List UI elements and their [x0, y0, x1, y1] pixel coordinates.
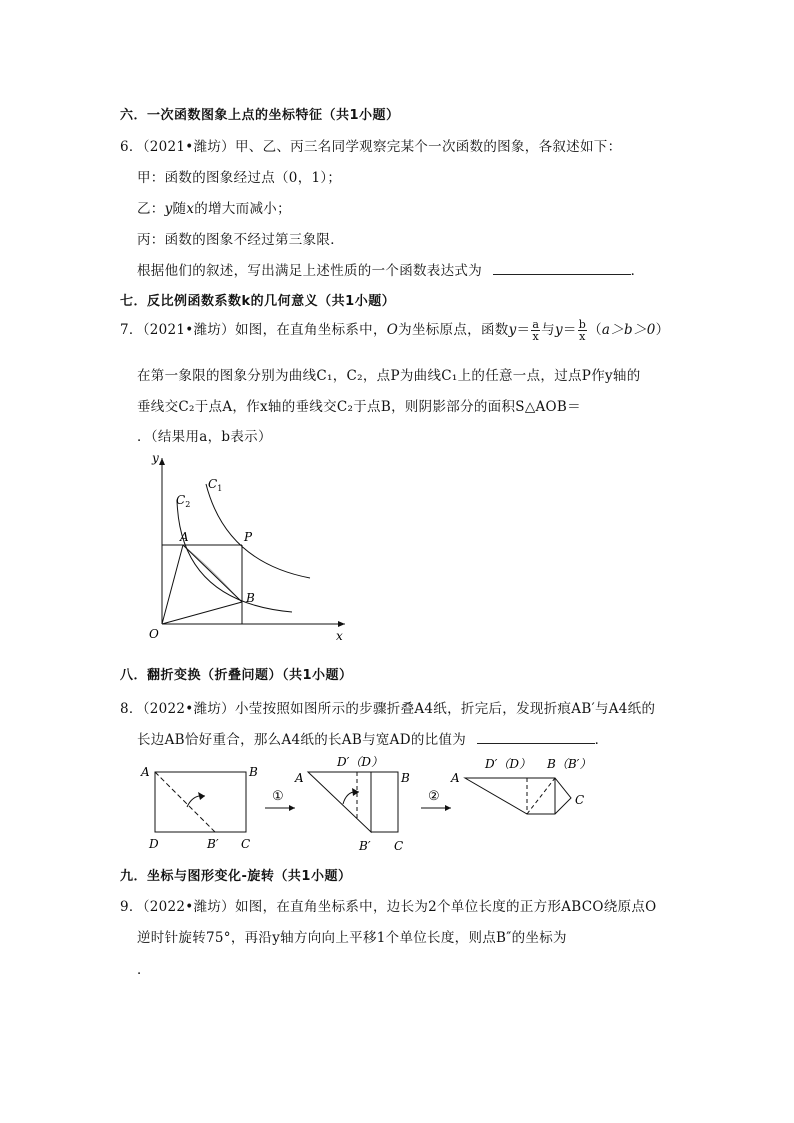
- label-c1-sub: 1: [217, 484, 223, 493]
- label-o: O: [149, 627, 159, 641]
- section-8-title: 八．翻折变换（折叠问题）（共1小题）: [120, 668, 353, 683]
- q7-number: 7．: [120, 322, 143, 338]
- fig1-arrow-head-icon: [198, 792, 205, 800]
- section-9-title: 九．坐标与图形变化-旋转（共1小题）: [120, 869, 352, 884]
- q7-var-y2: y: [554, 322, 563, 338]
- fig1-fold-line: [155, 772, 215, 832]
- label-c1: [208, 477, 222, 493]
- q7-text-b: 为坐标原点，函数: [398, 322, 509, 338]
- q7-condition: a＞b＞0: [601, 322, 656, 338]
- q7-figure: [140, 452, 360, 652]
- fig3-dashed-diagonal: [527, 778, 555, 814]
- q7-line-3: 垂线交C₂于点A，作x轴的垂线交C₂于点B，则阴影部分的面积S△AOB＝: [137, 399, 581, 415]
- q8-number: 8．: [120, 701, 143, 717]
- fig2-label-c: C: [394, 839, 404, 853]
- fig2-arrow-head-icon: [352, 788, 359, 796]
- label-b: B: [246, 591, 255, 605]
- q7-cond-open: （: [588, 322, 602, 338]
- q6-statement-jia: 甲：函数的图象经过点（0，1）；: [137, 170, 342, 186]
- q7-frac1-den: x: [532, 330, 539, 343]
- fig3-label-c: C: [575, 793, 585, 807]
- q8-answer-blank[interactable]: [477, 731, 595, 744]
- q9-line-2: 逆时针旋转75°，再沿y轴方向向上平移1个单位长度，则点B″的坐标为: [137, 930, 567, 946]
- q7-line-2: 在第一象限的图象分别为曲线C₁，C₂，点P为曲线C₁上的任意一点，过点P作y轴的: [137, 368, 641, 384]
- segment-oa: [162, 545, 183, 624]
- section-6-title: 六．一次函数图象上点的坐标特征（共1小题）: [120, 108, 400, 123]
- q7-fraction-b-over-x: [578, 319, 587, 342]
- q7-cond-close: ）: [655, 322, 670, 338]
- q9-line-3: ．: [137, 962, 151, 978]
- fig3-label-b-bprime: B（B′）: [547, 757, 592, 771]
- fig2-label-b: B: [401, 771, 410, 785]
- fig1-label-a: A: [141, 765, 150, 779]
- q7-var-y1: y: [508, 322, 517, 338]
- y-axis-arrow-icon: [159, 458, 165, 465]
- label-c2-main: C: [176, 493, 186, 507]
- q6-end: ．: [630, 263, 645, 279]
- fig1-label-b: B: [249, 765, 258, 779]
- fig2-label-bprime: B′: [359, 839, 371, 853]
- fig2-label-dprime-d: D′（D）: [337, 755, 383, 769]
- q7-eq-2: ＝: [562, 322, 577, 338]
- q8-text-1: （2022•潍坊）小莹按照如图所示的步骤折叠A4纸，折完后，发现折痕AB′与A4纸的: [142, 701, 656, 717]
- section-7-title: 七．反比例函数系数k的几何意义（共1小题）: [120, 294, 396, 309]
- segment-ob: [162, 602, 242, 624]
- fig2-strip: [371, 772, 398, 832]
- q7-var-O: O: [386, 322, 399, 338]
- q7-line-1: [120, 318, 669, 342]
- label-a: A: [180, 530, 189, 544]
- q7-frac2-den: x: [579, 330, 586, 343]
- q7-frac2-num: b: [578, 318, 587, 331]
- fig3-label-a: A: [451, 771, 460, 785]
- q9-text-1: （2022•潍坊）如图，在直角坐标系中，边长为2个单位长度的正方形ABCO绕原点O: [142, 899, 657, 915]
- q7-eq-1: ＝: [516, 322, 531, 338]
- q9-number: 9．: [120, 899, 143, 915]
- q6-yi-prefix: 乙：: [137, 201, 165, 217]
- step-2-label: ②: [428, 789, 440, 804]
- step-1-label: ①: [272, 789, 284, 804]
- q6-question: [137, 259, 644, 279]
- q6-statement-bing: 丙：函数的图象不经过第三象限．: [137, 232, 344, 248]
- fig1-rectangle: [155, 772, 246, 832]
- q6-number: 6．: [120, 139, 143, 155]
- q6-text: （2021•潍坊）甲、乙、丙三名同学观察完某个一次函数的图象，各叙述如下：: [142, 139, 622, 155]
- q6-yi-mid: 随: [172, 201, 187, 217]
- label-p: P: [244, 530, 253, 544]
- step-1-arrow-head-icon: [289, 805, 295, 811]
- q6-var-y: y: [164, 201, 173, 217]
- label-x: x: [336, 629, 343, 643]
- q7-fraction-a-over-x: [531, 319, 540, 342]
- fig1-label-d: D: [149, 837, 159, 851]
- fig1-label-bprime: B′: [207, 837, 219, 851]
- q8-text-2: 长边AB恰好重合，那么A4纸的长AB与宽AD的比值为: [137, 732, 467, 748]
- q8-end: ．: [594, 732, 609, 748]
- x-axis-arrow-icon: [338, 621, 345, 627]
- fig1-label-c: C: [241, 837, 251, 851]
- q6-yi-post: 的增大而减小；: [194, 201, 291, 217]
- curve-c1: [206, 484, 310, 578]
- label-c2-sub: 2: [185, 500, 191, 509]
- q7-yu: 与: [541, 322, 555, 338]
- q6-statement-yi: [137, 197, 291, 217]
- label-c1-main: C: [208, 477, 218, 491]
- q9-line-1: [120, 895, 657, 915]
- q8-line-1: [120, 697, 655, 717]
- q8-line-2: [137, 728, 608, 748]
- fig2-label-a: A: [295, 771, 304, 785]
- q6-ask: 根据他们的叙述，写出满足上述性质的一个函数表达式为: [137, 263, 482, 279]
- q7-line-4: ．（结果用a，b表示）: [137, 429, 272, 445]
- q6-stem: [120, 135, 621, 155]
- step-2-arrow-head-icon: [445, 805, 451, 811]
- q6-answer-blank[interactable]: [493, 262, 631, 275]
- q7-frac1-num: a: [532, 318, 540, 331]
- q8-figure: [135, 752, 615, 856]
- label-y: y: [152, 452, 159, 465]
- q6-var-x: x: [186, 201, 195, 217]
- label-c2: [176, 493, 190, 509]
- q7-text-a: （2021•潍坊）如图，在直角坐标系中，: [142, 322, 387, 338]
- fig2-folded-triangle: [308, 772, 371, 832]
- segment-ab: [183, 545, 242, 602]
- fig3-label-dprime-d: D′（D）: [485, 757, 531, 771]
